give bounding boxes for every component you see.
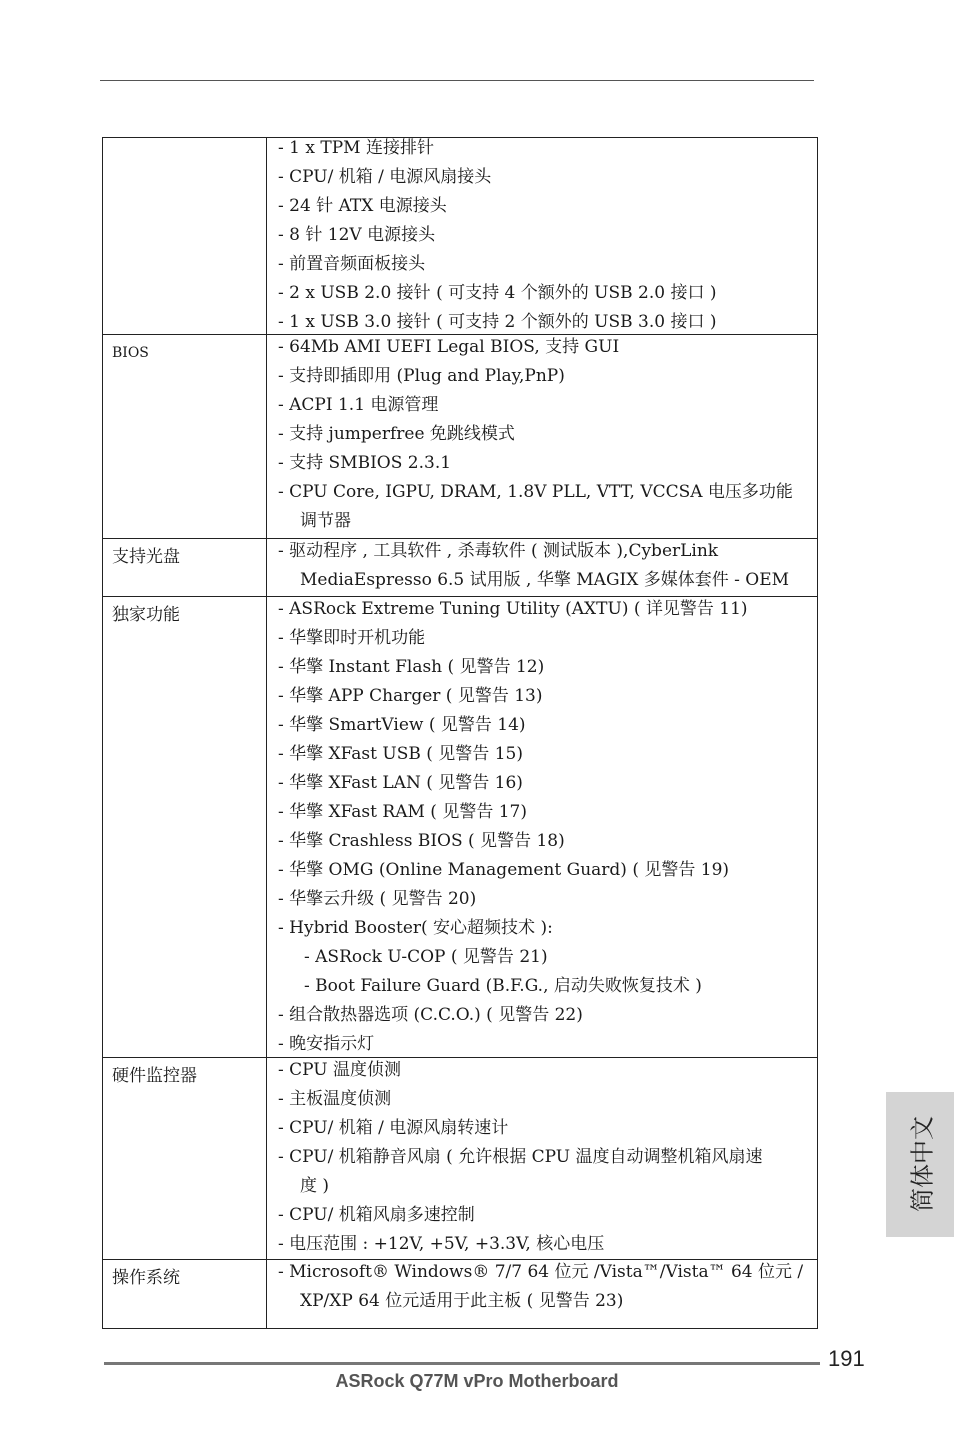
row-label: BIOS (103, 335, 267, 538)
list-item: - Hybrid Booster( 安心超频技术 ): (278, 918, 553, 938)
list-item: 调节器 (300, 511, 351, 531)
list-item: - 支持 jumperfree 免跳线模式 (278, 424, 515, 444)
list-item: - 华擎 SmartView ( 见警告 14) (278, 715, 526, 735)
list-item: - CPU/ 机箱风扇多速控制 (278, 1205, 475, 1225)
list-item: - 8 针 12V 电源接头 (278, 225, 436, 245)
list-item: - 华擎 APP Charger ( 见警告 13) (278, 686, 543, 706)
row-items (278, 134, 809, 337)
table-row-bios (103, 335, 817, 539)
list-item: - 前置音频面板接头 (278, 254, 426, 274)
list-item: - 华擎 Crashless BIOS ( 见警告 18) (278, 831, 565, 851)
bottom-rule (104, 1362, 820, 1365)
top-rule (100, 80, 814, 81)
row-label: 支持光盘 (103, 539, 267, 596)
list-item: - 驱动程序 , 工具软件 , 杀毒软件 ( 测试版本 ),CyberLink (278, 541, 719, 561)
footer-title: ASRock Q77M vPro Motherboard (335, 1371, 619, 1391)
list-item: MediaEspresso 6.5 试用版 , 华擎 MAGIX 多媒体套件 - OEM (300, 570, 790, 590)
list-item: - Microsoft® Windows® 7/7 64 位元 /Vista™/Vista™ 64 位元 / (278, 1262, 804, 1282)
list-item: - CPU/ 机箱 / 电源风扇接头 (278, 167, 492, 187)
list-item: - ACPI 1.1 电源管理 (278, 395, 439, 415)
row-label (103, 138, 267, 334)
list-item: - 华擎 XFast USB ( 见警告 15) (278, 744, 523, 764)
list-item: - CPU/ 机箱 / 电源风扇转速计 (278, 1118, 509, 1138)
list-item: - 24 针 ATX 电源接头 (278, 196, 447, 216)
list-item: - 华擎 Instant Flash ( 见警告 12) (278, 657, 545, 677)
list-item: - 主板温度侦测 (278, 1089, 392, 1109)
row-label: 硬件监控器 (103, 1058, 267, 1259)
table-row-hardware-monitor (103, 1058, 817, 1260)
language-side-tab (886, 1092, 954, 1237)
list-item: - CPU/ 机箱静音风扇 ( 允许根据 CPU 温度自动调整机箱风扇速 (278, 1147, 763, 1167)
row-items (278, 1258, 809, 1316)
list-item: - 华擎云升级 ( 见警告 20) (278, 889, 477, 909)
row-label: 独家功能 (103, 597, 267, 1057)
list-item: - 2 x USB 2.0 接针 ( 可支持 4 个额外的 USB 2.0 接口 ) (278, 283, 717, 303)
list-item: - 支持 SMBIOS 2.3.1 (278, 453, 452, 473)
list-item: - ASRock Extreme Tuning Utility (AXTU) ( 详见警告 11) (278, 599, 748, 619)
list-item: 度 ) (300, 1176, 330, 1196)
list-item: - 1 x TPM 连接排针 (278, 138, 434, 158)
row-label: 操作系统 (103, 1260, 267, 1328)
list-item: XP/XP 64 位元适用于此主板 ( 见警告 23) (300, 1291, 624, 1311)
table-row-connectors (103, 138, 817, 335)
row-items (278, 1056, 809, 1259)
list-item: - 华擎 OMG (Online Management Guard) ( 见警告 19) (278, 860, 730, 880)
list-item: - 电压范围 : +12V, +5V, +3.3V, 核心电压 (278, 1234, 605, 1254)
row-items (278, 537, 809, 595)
list-item: - 支持即插即用 (Plug and Play,PnP) (278, 366, 565, 386)
row-items (278, 595, 809, 1059)
list-item: - 组合散热器选项 (C.C.O.) ( 见警告 22) (278, 1005, 583, 1025)
list-item: - Boot Failure Guard (B.F.G., 启动失败恢复技术 ) (304, 976, 702, 996)
list-item: - 华擎 XFast RAM ( 见警告 17) (278, 802, 527, 822)
list-item: - 华擎即时开机功能 (278, 628, 426, 648)
list-item: - 晚安指示灯 (278, 1034, 375, 1054)
table-row-unique-features (103, 597, 817, 1058)
page-number: 191 (828, 1346, 865, 1371)
row-items (278, 333, 809, 536)
spec-table (102, 137, 818, 1329)
table-row-os (103, 1260, 817, 1328)
side-tab-label: 简体中文 (908, 1116, 937, 1212)
list-item: - 华擎 XFast LAN ( 见警告 16) (278, 773, 523, 793)
list-item: - CPU Core, IGPU, DRAM, 1.8V PLL, VTT, VCCSA 电压多功能 (278, 482, 793, 502)
list-item: - CPU 温度侦测 (278, 1060, 402, 1080)
table-row-support-cd (103, 539, 817, 597)
list-item: - 64Mb AMI UEFI Legal BIOS, 支持 GUI (278, 337, 620, 357)
list-item: - ASRock U-COP ( 见警告 21) (304, 947, 548, 967)
list-item: - 1 x USB 3.0 接针 ( 可支持 2 个额外的 USB 3.0 接口 ) (278, 312, 717, 332)
